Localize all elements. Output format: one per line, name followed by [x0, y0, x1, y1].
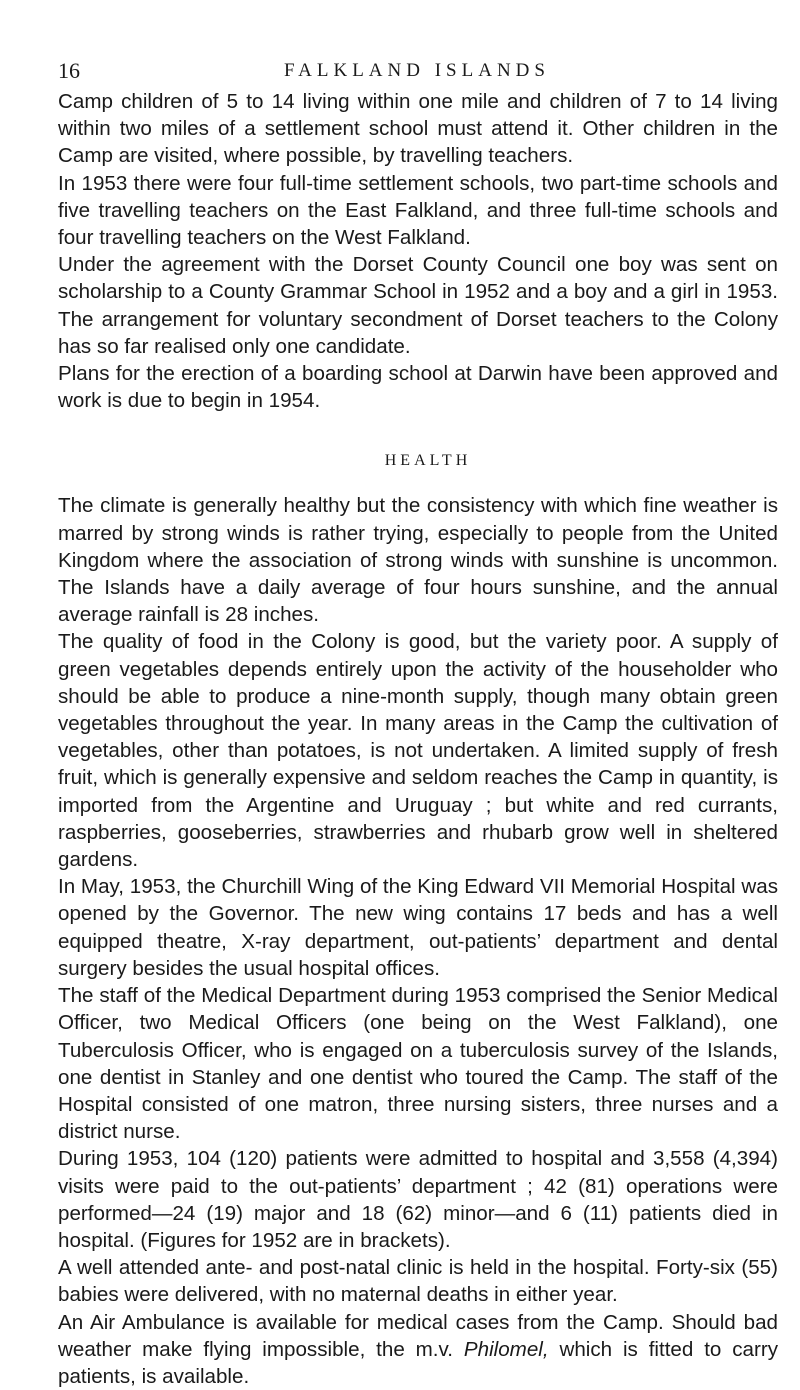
ship-name: Philomel,: [463, 1337, 549, 1361]
paragraph: A well attended ante- and post-natal clinic is held in the hospital. Forty-six (55) babies were delivered, with no maternal deaths in either year.: [58, 1256, 778, 1307]
running-title: FALKLAND ISLANDS: [284, 60, 550, 81]
paragraph: Plans for the erection of a boarding school at Darwin have been approved and work is due to begin in 1954.: [58, 362, 778, 413]
paragraph: During 1953, 104 (120) patients were admitted to hospital and 3,558 (4,394) visits were paid to the out-patients’ department ; 42 (81) operations were performed—24 (19) major and 18 (62) minor—and 6 (11) patients died in hospital. (Figures for 1952 are in brackets).: [58, 1147, 778, 1252]
text-run: which is fitted to carry patients, is available.: [58, 1337, 778, 1388]
health-section: [58, 492, 778, 1390]
document-page: [58, 52, 778, 1390]
paragraph: Camp children of 5 to 14 living within one mile and children of 7 to 14 living within two miles of a settlement school must attend it. Other children in the Camp are visited, where possible, by travelling teachers.: [58, 90, 778, 168]
paragraph: In May, 1953, the Churchill Wing of the King Edward VII Memorial Hospital was opened by the Governor. The new wing contains 17 beds and has a well equipped theatre, X-ray department, out-patients’ department and dental surgery besides the usual hospital offices.: [58, 875, 778, 980]
paragraph: In 1953 there were four full-time settlement schools, two part-time schools and five travelling teachers on the East Falkland, and three full-time schools and four travelling teachers on the West Falkland.: [58, 171, 778, 250]
paragraph: The climate is generally healthy but the consistency with which fine weather is marred by strong winds is rather trying, especially to people from the United Kingdom where the association of strong winds with sunshine is uncommon. The Islands have a daily average of four hours sunshine, and the annual average rainfall is 28 inches.: [58, 494, 778, 627]
paragraph: The staff of the Medical Department during 1953 comprised the Senior Medical Officer, two Medical Officers (one being on the West Falkland), one Tuberculosis Officer, who is engaged on a tuberculosis survey of the Islands, one dentist in Stanley and one dentist who toured the Camp. The staff of the Hospital consisted of one matron, three nursing sisters, three nurses and a district nurse.: [58, 984, 778, 1144]
text-run: An Air Ambulance is available for medical cases from the Camp. Should bad weather make flying impossible, the m.v.: [58, 1310, 778, 1361]
paragraph: Under the agreement with the Dorset County Council one boy was sent on scholarship to a County Grammar School in 1952 and a boy and a girl in 1953. The arrangement for voluntary secondment of Dorset teachers to the Colony has so far realised only one candidate.: [58, 253, 778, 358]
section-heading-health: HEALTH: [384, 452, 472, 470]
page-number: 16: [58, 58, 80, 83]
paragraph: The quality of food in the Colony is good, but the variety poor. A supply of green vegetables depends entirely upon the activity of the householder who should be able to produce a nine-month supply, though many obtain green vegetables throughout the year. In many areas in the Camp the cultivation of vegetables, other than potatoes, is not undertaken. A limited supply of fresh fruit, which is generally expensive and seldom reaches the Camp in quantity, is imported from the Argentine and Uruguay ; but white and red currants, raspberries, gooseberries, strawberries and rhubarb grow well in sheltered gardens.: [58, 630, 778, 872]
education-section: [58, 88, 778, 414]
running-head: [58, 52, 778, 82]
paragraph: [58, 1309, 778, 1390]
